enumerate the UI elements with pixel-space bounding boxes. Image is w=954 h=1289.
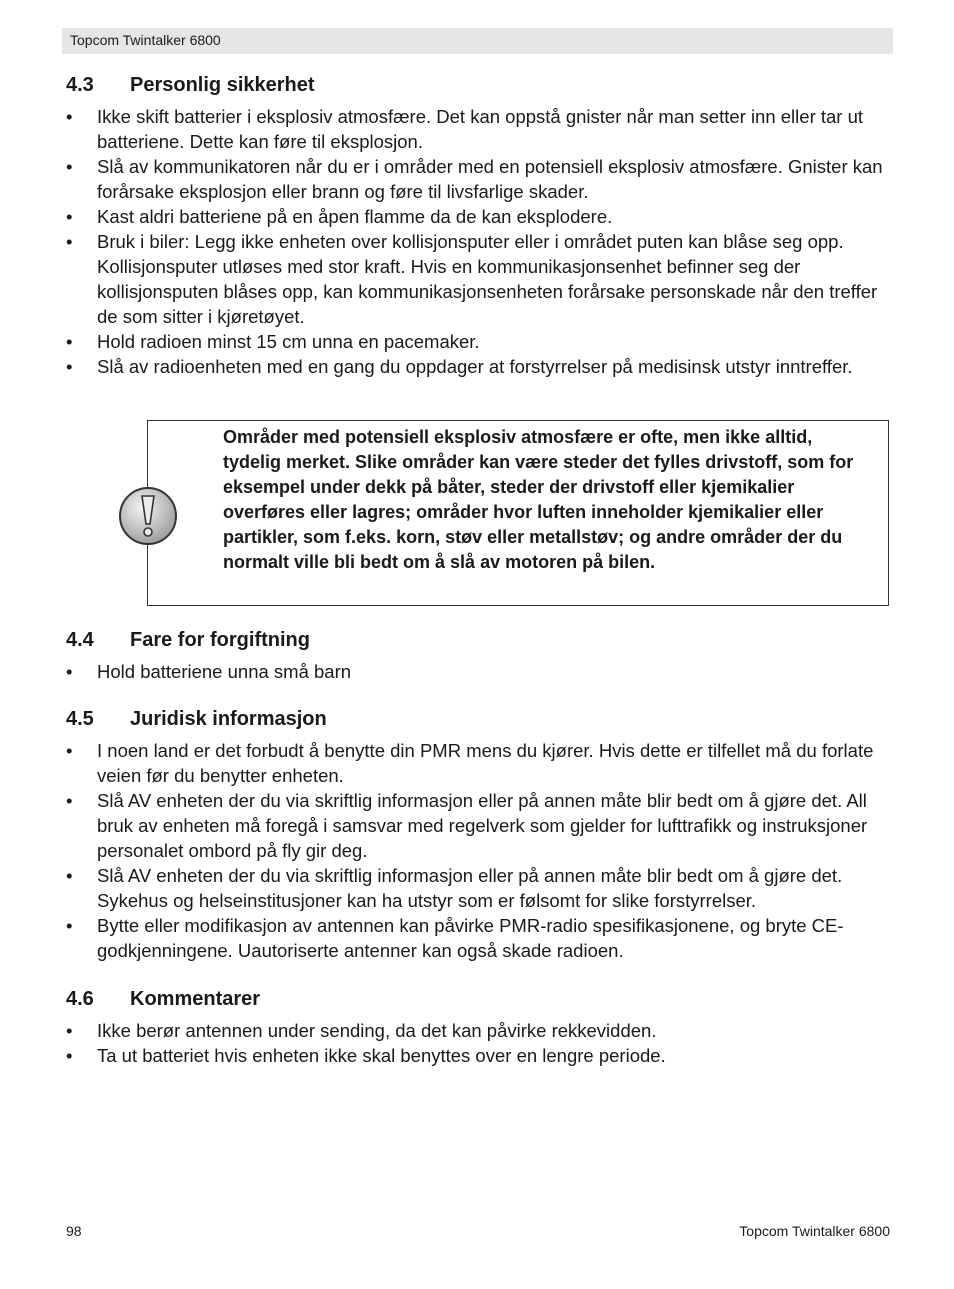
header-title: Topcom Twintalker 6800	[70, 32, 221, 48]
page-header	[62, 28, 893, 54]
section-heading-4-5	[66, 708, 327, 730]
page-number: 98	[66, 1223, 82, 1239]
section-title: Kommentarer	[130, 988, 261, 1010]
bullet-list-4-3	[66, 104, 896, 379]
bullet-list-4-4	[66, 659, 896, 684]
list-item: • Slå AV enheten der du via skriftlig informasjon eller på annen måte blir bedt om å gjøre det. All bruk av enheten må foregå i samsvar med regelverk som gjelder for lufttrafikk og instruksjoner personalet ombord på fly gir deg.	[66, 788, 896, 863]
section-heading-4-3	[66, 74, 315, 96]
list-item: • Slå AV enheten der du via skriftlig informasjon eller på annen måte blir bedt om å gjøre det. Sykehus og helseinstitusjoner kan ha utstyr som er følsomt for slike forstyrrelser.	[66, 863, 896, 913]
list-item: • Hold batteriene unna små barn	[66, 659, 896, 684]
section-heading-4-4	[66, 629, 310, 651]
section-title: Juridisk informasjon	[130, 708, 327, 730]
section-title: Personlig sikkerhet	[130, 74, 315, 96]
list-item: • Ikke skift batterier i eksplosiv atmosfære. Det kan oppstå gnister når man setter inn eller tar ut batteriene. Dette kan føre til eksplosjon.	[66, 104, 896, 154]
bullet-list-4-5	[66, 738, 896, 963]
list-item: • Kast aldri batteriene på en åpen flamme da de kan eksplodere.	[66, 204, 896, 229]
warning-box	[147, 420, 889, 606]
warning-text: Områder med potensiell eksplosiv atmosfære er ofte, men ikke alltid, tydelig merket. Slike områder kan være steder det fylles drivstoff, som for eksempel under dekk på båter, steder der drivstoff eller kjemikalier overføres eller lagres; områder hvor luften inneholder kjemikalier eller partikler, som f.eks. korn, støv eller metallstøv; og andre områder der du normalt ville bli bedt om å slå av motoren på bilen.	[223, 427, 854, 572]
list-item: • Slå av radioenheten med en gang du oppdager at forstyrrelser på medisinsk utstyr inntreffer.	[66, 354, 896, 379]
list-item: • I noen land er det forbudt å benytte din PMR mens du kjører. Hvis dette er tilfellet må du forlate veien før du benytter enheten.	[66, 738, 896, 788]
list-item: • Hold radioen minst 15 cm unna en pacemaker.	[66, 329, 896, 354]
list-item: • Ta ut batteriet hvis enheten ikke skal benyttes over en lengre periode.	[66, 1043, 896, 1068]
list-item: • Slå av kommunikatoren når du er i områder med en potensiell eksplosiv atmosfære. Gnister kan forårsake eksplosjon eller brann og føre til livsfarlige skader.	[66, 154, 896, 204]
section-heading-4-6	[66, 988, 260, 1010]
section-number: 4.3	[66, 74, 94, 96]
section-number: 4.5	[66, 708, 94, 730]
section-number: 4.6	[66, 988, 94, 1010]
list-item: • Bytte eller modifikasjon av antennen kan påvirke PMR-radio spesifikasjonene, og bryte CE-godkjenningene. Uautoriserte antenner kan også skade radioen.	[66, 913, 896, 963]
bullet-list-4-6	[66, 1018, 896, 1068]
list-item: • Bruk i biler: Legg ikke enheten over kollisjonsputer eller i området puten kan blåse seg opp. Kollisjonsputer utløses med stor kraft. Hvis en kommunikasjonsenhet befinner seg der kollisjonsputen blåses opp, kan kommunikasjonsenheten forårsake personskade når den treffer de som sitter i kjøretøyet.	[66, 229, 896, 329]
list-item: • Ikke berør antennen under sending, da det kan påvirke rekkevidden.	[66, 1018, 896, 1043]
section-number: 4.4	[66, 629, 94, 651]
exclamation-warning-icon	[118, 486, 178, 546]
section-title: Fare for forgiftning	[130, 629, 310, 651]
footer-product: Topcom Twintalker 6800	[739, 1223, 890, 1239]
